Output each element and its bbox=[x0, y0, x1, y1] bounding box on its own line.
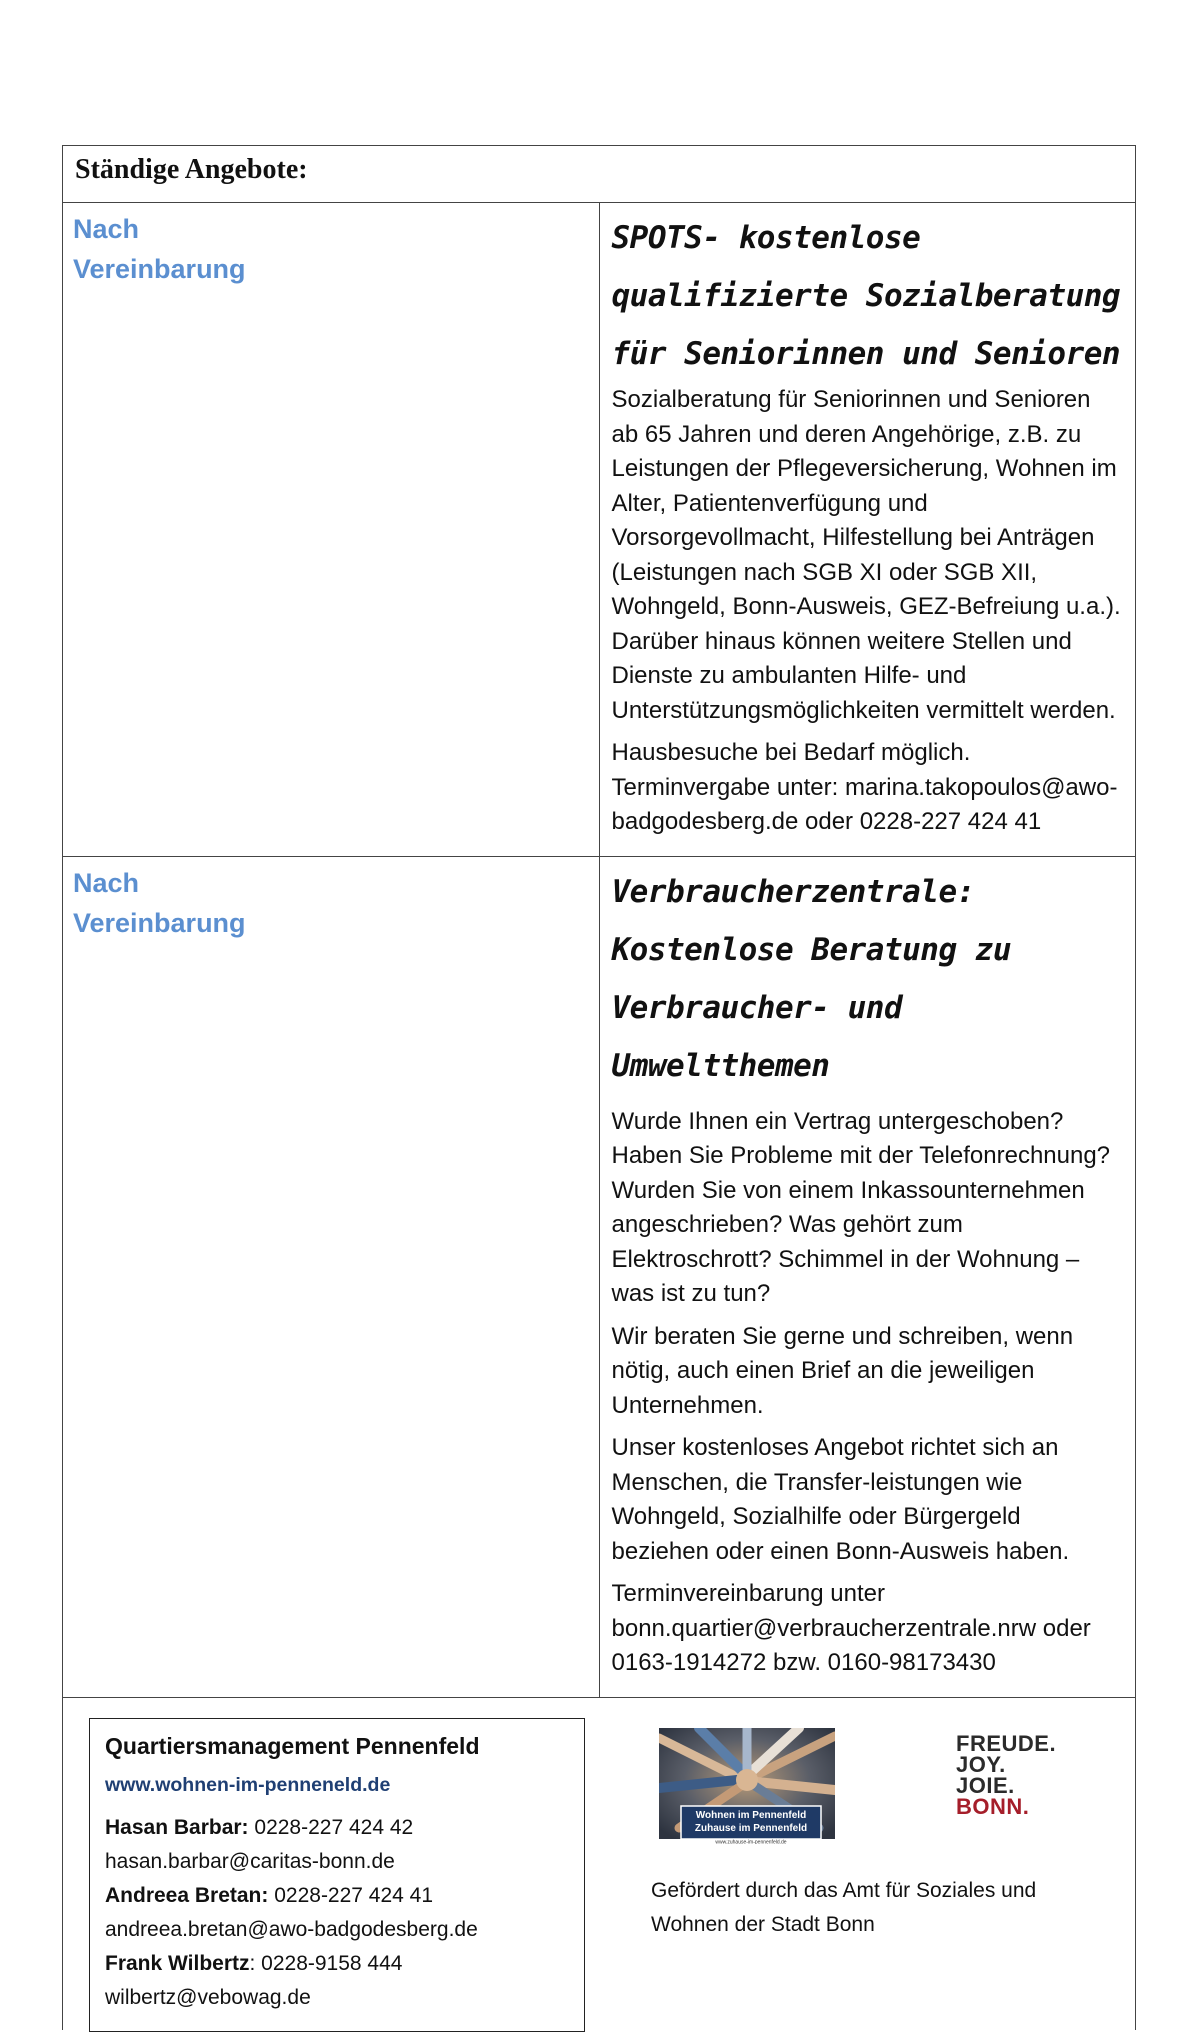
contact-email-link[interactable]: andreea.bretan@awo-badgodesberg.de bbox=[105, 1917, 478, 1941]
photo-logo-url: www.zuhause-im-pennenfeld.de bbox=[715, 1839, 787, 1844]
footer-cell bbox=[63, 1697, 1136, 2030]
offer-paragraph: Unser kostenloses Angebot richtet sich an Menschen, die Transfer-leistungen wie Wohngeld, Sozialhilfe oder Bürgergeld beziehen oder einen Bonn-Ausweis haben. bbox=[611, 1434, 1070, 1565]
photo-logo-line1: Wohnen im Pennenfeld bbox=[695, 1809, 807, 1821]
offer-when-cell bbox=[63, 203, 600, 857]
offer-paragraph: Wurde Ihnen ein Vertrag untergeschoben? Haben Sie Probleme mit der Telefonrechnung? Wurden Sie von einem Inkassounternehmen angeschrieben? Was gehört zum Elektroschrott? Schimmel in der Wohnung – was ist zu tun? bbox=[611, 1107, 1111, 1307]
pennenfeld-photo-logo bbox=[659, 1728, 835, 1844]
contact-line: Frank Wilbertz: 0228-9158 444 bbox=[105, 1951, 403, 1975]
table-header-cell bbox=[63, 146, 1136, 203]
offer-body-cell bbox=[599, 856, 1136, 1697]
contact-box bbox=[89, 1718, 585, 2032]
offer-paragraph: Terminvereinbarung unter bonn.quartier@verbraucherzentrale.nrw oder 0163-1914272 bzw. 0160-98173430 bbox=[611, 1580, 1091, 1676]
offer-paragraph: Wir beraten Sie gerne und schreiben, wenn nötig, auch einen Brief an die jeweiligen Unternehmen. bbox=[611, 1322, 1074, 1419]
offer-title: Verbraucherzentrale: Kostenlose Beratung zu Verbraucher- und Umweltthemen bbox=[611, 873, 1012, 1084]
offer-body-cell bbox=[599, 203, 1136, 857]
photo-logo-line2: Zuhause im Pennenfeld bbox=[694, 1822, 808, 1834]
offer-row-spots bbox=[63, 203, 1136, 857]
contact-url-link[interactable]: www.wohnen-im-penneneld.de bbox=[105, 1773, 391, 1796]
contact-email-link[interactable]: hasan.barbar@caritas-bonn.de bbox=[105, 1849, 395, 1873]
offer-when: Nach Vereinbarung bbox=[73, 867, 246, 938]
table-title: Ständige Angebote: bbox=[75, 154, 308, 185]
contact-box-title: Quartiersmanagement Pennenfeld bbox=[105, 1732, 480, 1759]
offer-paragraph: Hausbesuche bei Bedarf möglich. Terminvergabe unter: marina.takopoulos@awo-badgodesberg.de oder 0228-227 424 41 bbox=[611, 739, 1118, 835]
contact-email-link[interactable]: wilbertz@vebowag.de bbox=[105, 1985, 311, 2009]
contact-line: Hasan Barbar: 0228-227 424 42 bbox=[105, 1815, 414, 1839]
funding-note: Gefördert durch das Amt für Soziales und Wohnen der Stadt Bonn bbox=[651, 1878, 1037, 1936]
offer-when-cell bbox=[63, 856, 600, 1697]
freude-joy-bonn-logo: FREUDE. JOY. JOIE. BONN. bbox=[956, 1730, 1057, 1819]
contact-line: Andreea Bretan: 0228-227 424 41 bbox=[105, 1883, 434, 1907]
offer-paragraph: Sozialberatung für Seniorinnen und Senioren ab 65 Jahren und deren Angehörige, z.B. zu Leistungen der Pflegeversicherung, Wohnen im Alter, Patientenverfügung und Vorsorgevollmacht, Hilfestellung bei Anträgen (Leistungen nach SGB XI oder SGB XII, Wohngeld, Bonn-Ausweis, GEZ-Befreiung u.a.). Darüber hinaus können weitere Stellen und Dienste zu ambulanten Hilfe- und Unterstützungsmöglichkeiten vermittelt werden. bbox=[611, 386, 1121, 724]
offers-table bbox=[62, 145, 1136, 2030]
offer-row-verbraucherzentrale bbox=[63, 856, 1136, 1697]
offer-title: SPOTS- kostenlose qualifizierte Sozialberatung für Seniorinnen und Senioren bbox=[611, 220, 1121, 372]
offer-when: Nach Vereinbarung bbox=[73, 214, 246, 284]
